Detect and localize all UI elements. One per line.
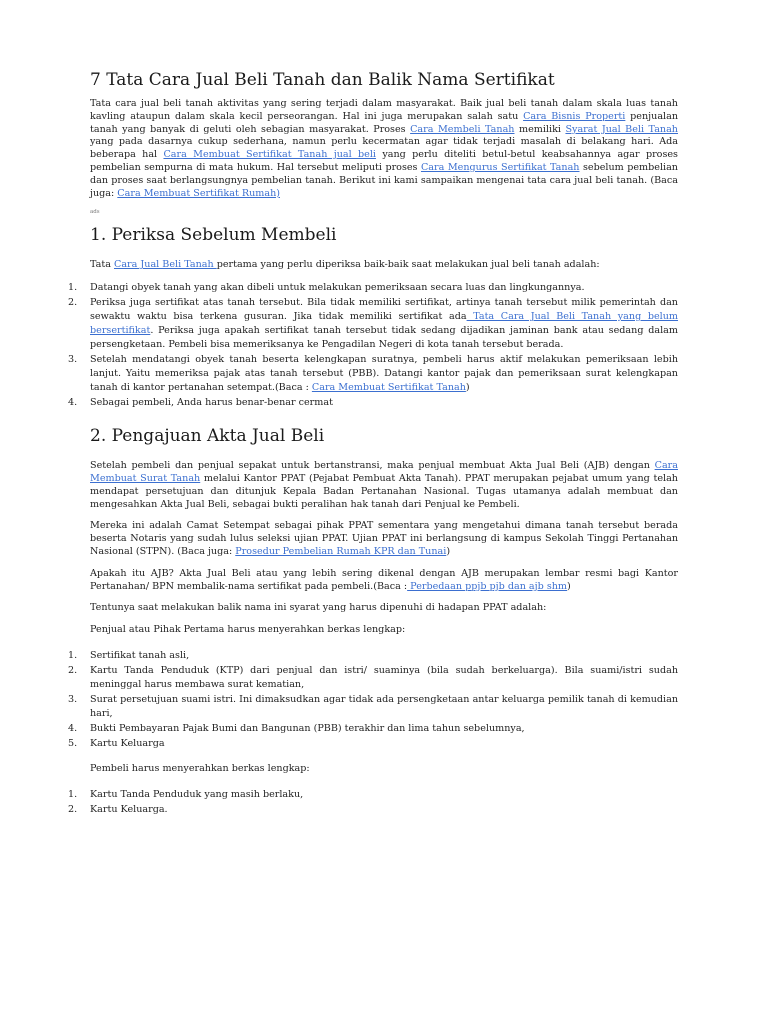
link-cara-membuat-sertifikat-tanah[interactable]: Cara Membuat Sertifikat Tanah [311, 382, 466, 394]
text: Datangi obyek tanah yang akan dibeli untuk melakukan pemeriksaan secara luas dan lingkungannya. [90, 282, 585, 294]
list-number: 1. [68, 282, 78, 294]
text: Kartu Tanda Penduduk (KTP) dari penjual dan istri/ suaminya (bila sudah berkeluarga). Bila suami/istri sudah meninggal harus membawa surat kematian, [90, 664, 678, 690]
text: Mereka ini adalah Camat Setempat sebagai pihak PPAT sementara yang mengetahui dimana tanah tersebut berada beserta Notaris yang sudah lulus seleksi ujian PPAT. Ujian PPAT ini berlangsung di kampus Sekolah Tinggi Pertanahan Nasional (STPN). (Baca juga: [90, 520, 678, 557]
text: yang pada dasarnya cukup sederhana, namun perlu kecermatan agar tidak terjadi masalah di belakang hari. Ada beberapa hal [90, 136, 678, 161]
list-item [68, 788, 678, 802]
text: yang perlu diteliti betul-betul keabsahannya agar proses pembelian sempurna di mata hukum. Hal tersebut meliputi proses [90, 149, 678, 173]
text: Apakah itu AJB? Akta Jual Beli atau yang lebih sering dikenal dengan AJB merupakan lembar resmi bagi Kantor Pertanahan/ BPN membalik-nama sertifikat pada pembeli.(Baca : [90, 567, 678, 592]
text: Tata [90, 259, 114, 271]
ads-label: ads [90, 209, 100, 216]
list-number: 4. [68, 722, 78, 734]
list-item [68, 803, 678, 817]
link-cara-membuat-sertifikat-tanah-jual-beli[interactable]: Cara Membuat Sertifikat Tanah jual beli [163, 149, 376, 161]
text: Surat persetujuan suami istri. Ini dimaksudkan agar tidak ada persengketaan antar keluarga pemilik tanah di kemudian hari, [90, 693, 678, 719]
list-item [68, 353, 678, 395]
list-number: 4. [68, 397, 78, 409]
text: melalui Kantor PPAT (Pejabat Pembuat Akta Tanah). PPAT merupakan pejabat umum yang telah mendapat persetujuan dan ditunjuk Kepala Badan Pertanahan Nasional. Tugas utamanya adalah membuat dan mengesahkan Akta Jual Beli, sebagai bukti peralihan hak tanah dari Penjual ke Pembeli. [90, 472, 678, 510]
text: . Periksa juga apakah sertifikat tanah tersebut tidak sedang dijadikan jaminan bank atau sedang dalam persengketaan. Pembeli bisa memeriksanya ke Pengadilan Negeri di kota tanah tersebut berada. [90, 325, 678, 351]
list-number: 1. [68, 788, 78, 800]
text: Kartu Keluarga [90, 737, 165, 749]
text: Kartu Tanda Penduduk yang masih berlaku, [90, 788, 304, 800]
list-number: 2. [68, 803, 78, 815]
section-2-paragraph-2 [90, 520, 678, 558]
text: ) [567, 580, 571, 592]
link-cara-mengurus-sertifikat-tanah[interactable]: Cara Mengurus Sertifikat Tanah [420, 161, 580, 173]
list-item [68, 281, 678, 295]
intro-paragraph [90, 98, 678, 200]
section-1-list [68, 281, 679, 410]
link-cara-jual-beli-tanah[interactable]: Cara Jual Beli Tanah [114, 259, 217, 271]
text: Periksa juga sertifikat atas tanah tersebut. Bila tidak memiliki sertifikat, artinya tanah tersebut milik pemerintah dan sewaktu waktu bisa terkena gusuran. Jika tidak memiliki sertifikat ada [90, 297, 678, 323]
section-2-paragraph-4: Tentunya saat melakukan balik nama ini syarat yang harus dipenuhi di hadapan PPAT adalah: [90, 602, 547, 614]
section-2-paragraph-5: Penjual atau Pihak Pertama harus menyerahkan berkas lengkap: [90, 624, 406, 636]
list-number: 3. [68, 354, 78, 366]
list-item [68, 693, 678, 721]
link-perbedaan-ppjb-pjb-ajb[interactable]: Perbedaan ppjb pjb dan ajb shm [407, 580, 568, 592]
list-number: 5. [68, 737, 78, 749]
text: sebelum pembelian dan proses saat berlangsungnya pembelian tanah. Berikut ini kami sampaikan mengenai tata cara jual beli tanah. (Baca juga: [90, 161, 678, 199]
link-prosedur-pembelian-rumah-kpr[interactable]: Prosedur Pembelian Rumah KPR dan Tunai [235, 545, 447, 557]
list-number: 1. [68, 649, 78, 661]
list-item [68, 396, 678, 410]
link-syarat-jual-beli-tanah[interactable]: Syarat Jual Beli Tanah [565, 123, 678, 135]
text: Sertifikat tanah asli, [90, 649, 190, 661]
list-item [68, 296, 679, 352]
section-2-paragraph-6: Pembeli harus menyerahkan berkas lengkap: [90, 762, 310, 774]
link-cara-membeli-tanah[interactable]: Cara Membeli Tanah [410, 123, 515, 135]
section-1-heading: 1. Periksa Sebelum Membeli [90, 225, 337, 246]
seller-requirements-list [68, 649, 678, 751]
text: memiliki [514, 123, 566, 135]
text: ) [446, 545, 451, 557]
list-item [68, 737, 678, 751]
text: ) [465, 382, 470, 394]
list-item [68, 722, 678, 736]
list-number: 2. [68, 297, 78, 309]
text: pertama yang perlu diperiksa baik-baik saat melakukan jual beli tanah adalah: [216, 259, 600, 271]
list-item [68, 649, 678, 663]
link-cara-membuat-surat-tanah[interactable]: Cara Membuat Surat Tanah [90, 460, 678, 484]
section-2-paragraph-1 [90, 460, 678, 511]
list-item [68, 664, 678, 692]
text: Setelah mendatangi obyek tanah beserta kelengkapan suratnya, pembeli harus aktif melakukan pemeriksaan lebih lanjut. Yaitu memeriksa pajak atas tanah tersebut (PBB). Datangi kantor pajak dan pemeriksaan surat kelengkapan tanah di kantor pertanahan setempat.(Baca : [90, 354, 678, 394]
article-title: 7 Tata Cara Jual Beli Tanah dan Balik Nama Sertifikat [90, 70, 555, 90]
link-cara-bisnis-properti[interactable]: Cara Bisnis Properti [523, 110, 626, 122]
buyer-requirements-list [68, 788, 678, 817]
section-1-lead [90, 259, 678, 272]
list-number: 2. [68, 664, 78, 676]
section-2-paragraph-3 [90, 568, 678, 594]
text: penjualan tanah yang banyak di geluti oleh sebagian masyarakat. Proses [90, 110, 678, 135]
link-tata-cara-jual-beli-tanah-belum-bersertifikat[interactable]: Tata Cara Jual Beli Tanah yang belum bersertifikat [90, 311, 679, 337]
text: Tata cara jual beli tanah aktivitas yang sering terjadi dalam masyarakat. Baik jual beli tanah dalam skala luas tanah kavling ataupun dalam skala kecil perseorangan. Hal ini juga merupakan salah satu [90, 98, 678, 122]
list-number: 3. [68, 693, 78, 705]
text: Bukti Pembayaran Pajak Bumi dan Bangunan (PBB) terakhir dan lima tahun sebelumnya, [90, 722, 525, 734]
link-cara-membuat-sertifikat-rumah[interactable]: Cara Membuat Sertifikat Rumah) [117, 187, 280, 199]
section-2-heading: 2. Pengajuan Akta Jual Beli [90, 426, 325, 447]
text: Kartu Keluarga. [90, 803, 168, 815]
text: Sebagai pembeli, Anda harus benar-benar cermat [90, 397, 333, 409]
text: Setelah pembeli dan penjual sepakat untuk bertanstransi, maka penjual membuat Akta Jual Beli (AJB) dengan [90, 460, 655, 472]
